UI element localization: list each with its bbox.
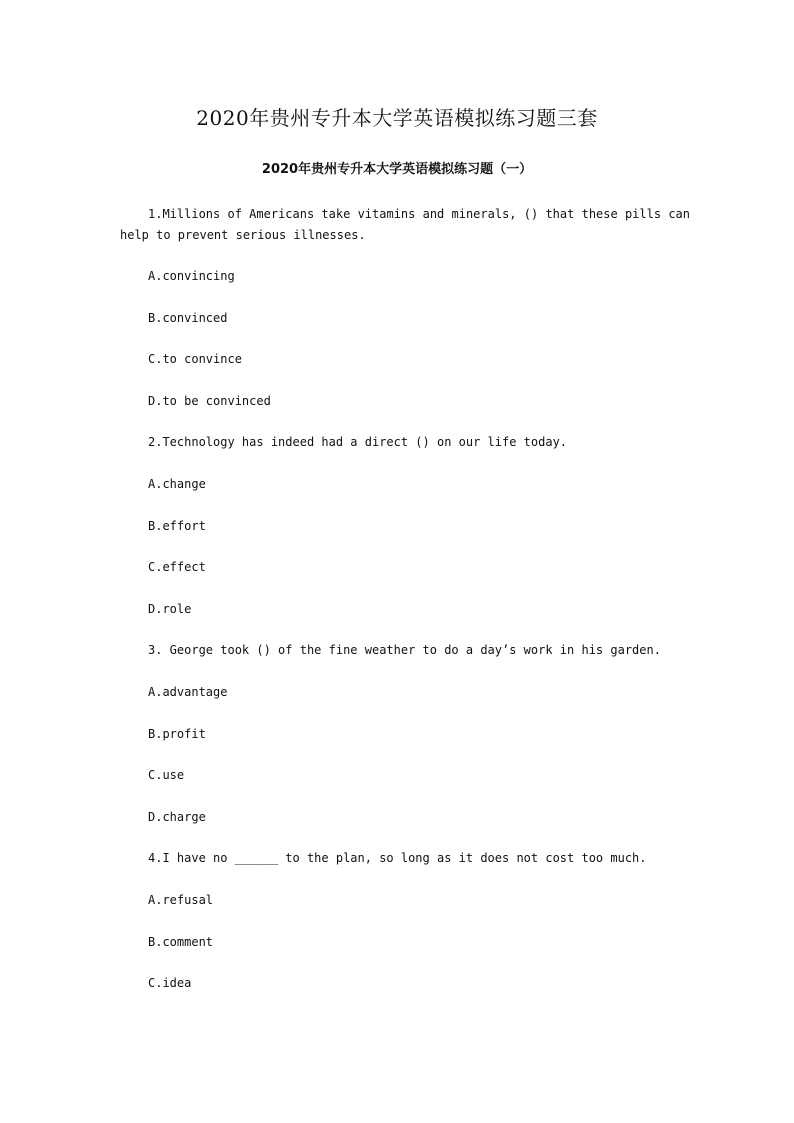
question-2-option-c: C.effect [148,560,206,574]
question-1-option-a: A.convincing [148,269,235,283]
question-3-stem: 3. George took () of the fine weather to do a day’s work in his garden. [148,643,661,657]
question-4-option-a: A.refusal [148,893,214,907]
question-2-option-d: D.role [148,602,192,616]
question-1-stem: 1.Millions of Americans take vitamins and minerals, () that these pills can help to prevent serious illnesses. [120,207,690,242]
question-2-option-b: B.effort [148,519,206,533]
question-3-option-a: A.advantage [148,685,228,699]
question-4-option-b: B.comment [148,935,214,949]
question-2-option-a: A.change [148,477,206,491]
question-2-stem: 2.Technology has indeed had a direct () on our life today. [148,435,568,449]
document-title: 2020年贵州专升本大学英语模拟练习题三套 [196,106,598,130]
question-1-option-d: D.to be convinced [148,394,271,408]
question-3-option-d: D.charge [148,810,206,824]
question-1-option-b: B.convinced [148,311,228,325]
question-3-option-b: B.profit [148,727,206,741]
section-subtitle: 2020年贵州专升本大学英语模拟练习题（一） [261,162,533,177]
question-3-option-c: C.use [148,768,185,782]
question-1-option-c: C.to convince [148,352,242,366]
question-4-stem: 4.I have no ______ to the plan, so long as it does not cost too much. [148,851,647,865]
question-4-option-c: C.idea [148,976,192,990]
